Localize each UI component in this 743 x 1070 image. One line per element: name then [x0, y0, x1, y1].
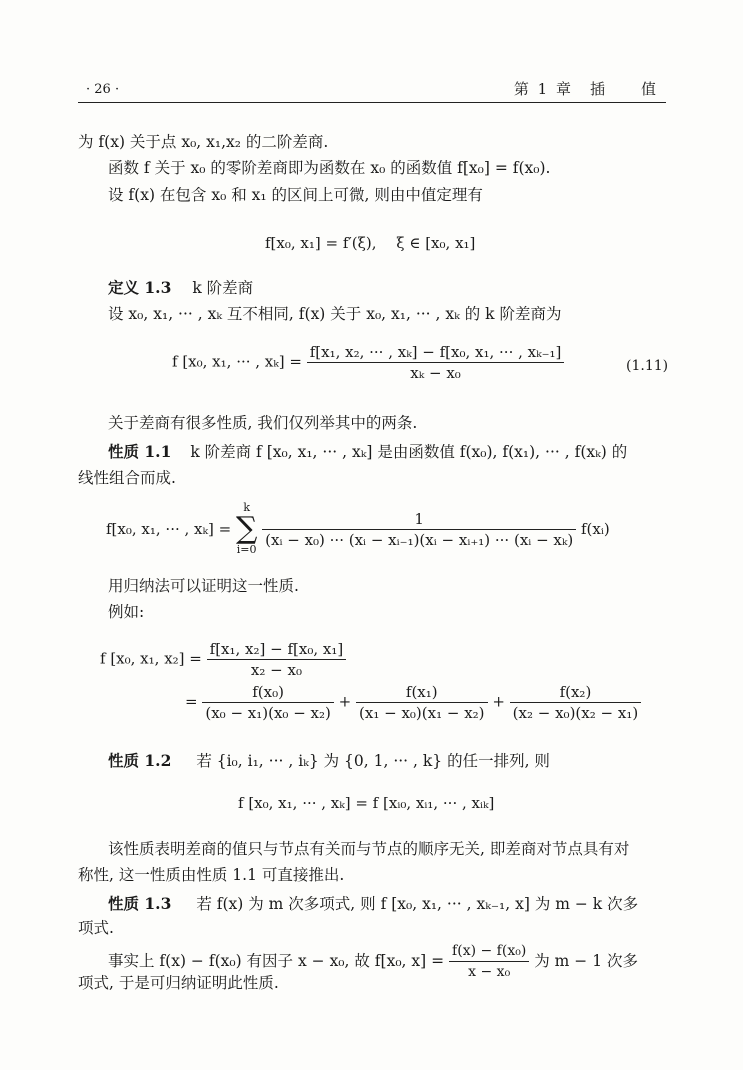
text-line: 设 x₀, x₁, ··· , xₖ 互不相同, f(x) 关于 x₀, x₁, ··· , xₖ 的 k 阶差商为	[108, 305, 562, 323]
text-line: 为 f(x) 关于点 x₀, x₁,x₂ 的二阶差商.	[78, 133, 329, 151]
eq-fraction	[307, 343, 565, 382]
sum-equation	[106, 502, 610, 556]
sum-fraction	[262, 510, 576, 549]
sum-tail: f(xᵢ)	[580, 520, 610, 538]
eq-numerator: f[x₁, x₂, ··· , xₖ] − f[x₀, x₁, ··· , xₖ₋₁]	[307, 343, 565, 363]
property-label: 性质 1.2	[108, 751, 172, 770]
sum-denominator: (xᵢ − x₀) ··· (xᵢ − xᵢ₋₁)(xᵢ − xᵢ₊₁) ··· (xᵢ − xₖ)	[265, 530, 574, 549]
property-line	[108, 893, 638, 915]
text-line: 函数 f 关于 x₀ 的零阶差商即为函数在 x₀ 的函数值 f[x₀] = f(x₀).	[108, 159, 551, 177]
fraction-numerator: f[x₁, x₂] − f[x₀, x₁]	[207, 640, 347, 660]
chapter-title: 第 1 章 插 值	[513, 80, 658, 98]
property-text: 若 f(x) 为 m 次多项式, 则 f [x₀, x₁, ··· , xₖ₋₁, x] 为 m − k 次多	[196, 895, 639, 913]
property-label: 性质 1.3	[108, 894, 172, 913]
property-text: 若 {i₀, i₁, ··· , iₖ} 为 {0, 1, ··· , k} 的任一排列, 则	[196, 752, 550, 770]
sigma-symbol: ∑	[235, 511, 258, 546]
example-line-1	[100, 640, 346, 679]
sum-upper: k	[243, 501, 250, 514]
example-term	[510, 683, 642, 722]
text-line: 设 f(x) 在包含 x₀ 和 x₁ 的区间上可微, 则由中值定理有	[108, 186, 483, 204]
text-line: 项式, 于是可归纳证明此性质.	[78, 974, 279, 992]
text-line: 关于差商有很多性质, 我们仅列举其中的两条.	[108, 414, 418, 432]
example-term	[356, 683, 488, 722]
text-line: 例如:	[108, 603, 145, 621]
definition-name: k 阶差商	[192, 279, 254, 297]
text-line: 项式.	[78, 919, 114, 937]
definition-label: 定义 1.3	[108, 278, 172, 297]
example-line-2	[185, 683, 641, 722]
equation-1-11	[172, 343, 564, 382]
plus-sign: +	[338, 692, 352, 711]
fraction-denominator: x − x₀	[468, 963, 511, 980]
inline-fraction	[449, 942, 529, 981]
example-term	[202, 683, 334, 722]
equation-number: (1.11)	[626, 358, 669, 374]
property-label: 性质 1.1	[108, 442, 172, 461]
property-text: k 阶差商 f [x₀, x₁, ··· , xₖ] 是由函数值 f(x₀), f(x₁), ··· , f(xₖ) 的	[190, 443, 628, 461]
running-header	[78, 78, 666, 103]
fraction-denominator: (x₂ − x₀)(x₂ − x₁)	[512, 704, 639, 722]
summation	[236, 502, 257, 556]
text-line: 线性组合而成.	[78, 469, 176, 487]
text-segment: 事实上 f(x) − f(x₀) 有因子 x − x₀, 故 f[x₀, x] =	[108, 952, 445, 970]
fraction-numerator: f(x₁)	[356, 683, 488, 703]
plus-sign: +	[492, 692, 505, 711]
fraction-numerator: f(x₂)	[510, 683, 642, 703]
mean-value-equation: f[x₀, x₁] = f′(ξ), ξ ∈ [x₀, x₁]	[265, 234, 476, 252]
fraction-numerator: f(x) − f(x₀)	[449, 942, 529, 962]
fraction-denominator: x₂ − x₀	[250, 661, 302, 679]
fraction-numerator: f(x₀)	[202, 683, 334, 703]
fraction-denominator: (x₁ − x₀)(x₁ − x₂)	[359, 704, 485, 722]
equals-sign: =	[185, 692, 198, 711]
eq-lhs: f [x₀, x₁, ··· , xₖ] =	[172, 352, 302, 371]
eq-denominator: xₖ − x₀	[410, 364, 461, 382]
text-line: 称性, 这一性质由性质 1.1 可直接推出.	[78, 866, 345, 884]
example-fraction	[207, 640, 347, 679]
definition-heading	[108, 277, 253, 299]
page-number: · 26 ·	[86, 82, 120, 97]
property-line	[108, 441, 627, 463]
property-line	[108, 750, 550, 772]
sum-numerator: 1	[262, 510, 576, 530]
sum-lhs: f[x₀, x₁, ··· , xₖ] =	[106, 520, 232, 538]
fraction-denominator: (x₀ − x₁)(x₀ − x₂)	[205, 704, 331, 722]
example-lhs: f [x₀, x₁, x₂] =	[100, 649, 202, 668]
permutation-equation: f [x₀, x₁, ··· , xₖ] = f [xᵢ₀, xᵢ₁, ··· , xᵢₖ]	[238, 794, 495, 812]
text-segment: 为 m − 1 次多	[534, 952, 638, 970]
sum-lower: i=0	[236, 543, 257, 556]
text-line: 该性质表明差商的值只与节点有关而与节点的顺序无关, 即差商对节点具有对	[108, 840, 630, 858]
text-line: 用归纳法可以证明这一性质.	[108, 577, 299, 595]
